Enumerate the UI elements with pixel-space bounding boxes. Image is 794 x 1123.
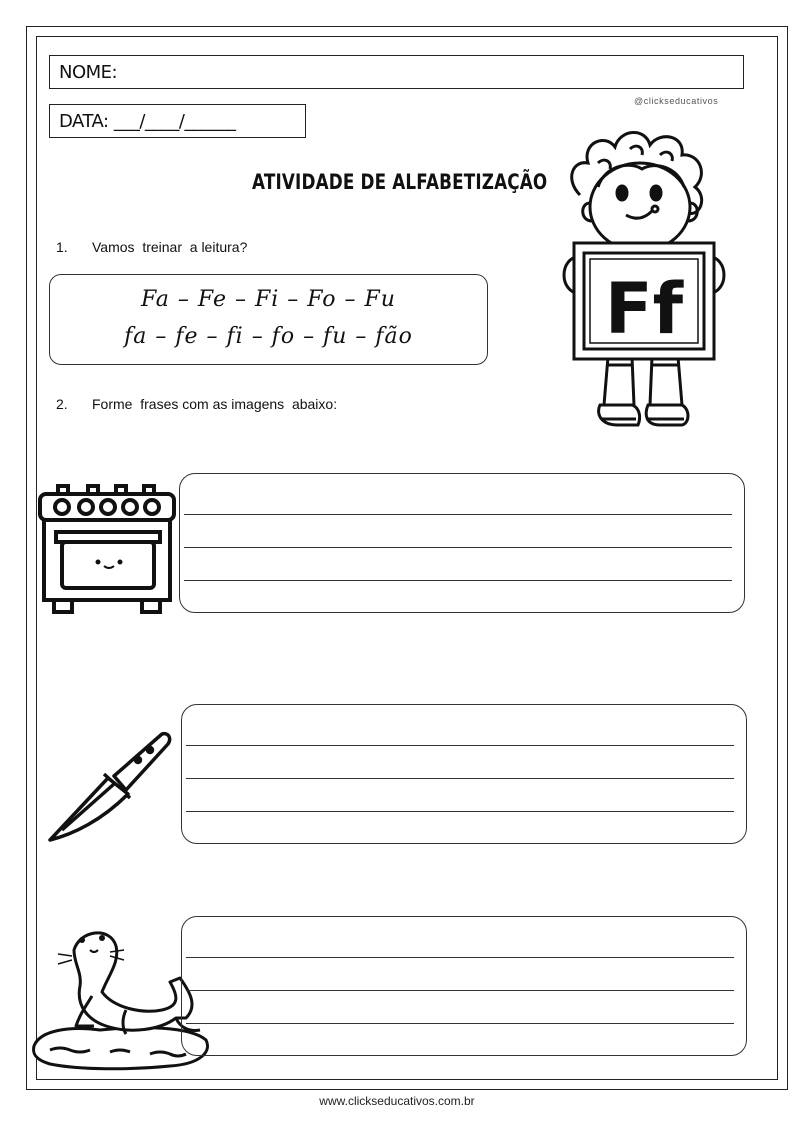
- answer-box-2[interactable]: [181, 704, 747, 844]
- knife-icon: [44, 728, 174, 848]
- credit-text: @clickseducativos: [634, 96, 719, 106]
- footer-url: www.clickseducativos.com.br: [319, 1094, 475, 1108]
- question-2: [56, 396, 456, 414]
- writing-line[interactable]: [186, 990, 734, 991]
- page-title: ATIVIDADE DE ALFABETIZAÇÃO: [252, 170, 548, 194]
- question-1-text: Vamos treinar a leitura?: [92, 239, 248, 255]
- question-2-text: Forme frases com as imagens abaixo:: [92, 396, 338, 412]
- writing-line[interactable]: [186, 957, 734, 958]
- syllables-lowercase: fa – fe – fi – fo – fu – fão: [124, 324, 413, 349]
- name-field[interactable]: [49, 55, 744, 89]
- question-2-number: 2.: [56, 396, 68, 412]
- writing-line[interactable]: [184, 580, 732, 581]
- date-field[interactable]: [49, 104, 306, 138]
- question-1: [56, 239, 456, 257]
- writing-line[interactable]: [184, 547, 732, 548]
- writing-line[interactable]: [184, 514, 732, 515]
- writing-line[interactable]: [186, 1023, 734, 1024]
- writing-line[interactable]: [186, 778, 734, 779]
- stove-icon: [36, 482, 180, 618]
- name-label: NOME:: [59, 62, 118, 83]
- writing-line[interactable]: [186, 745, 734, 746]
- answer-box-3[interactable]: [181, 916, 747, 1056]
- sign-letter: Ff: [604, 268, 684, 350]
- date-label: DATA: ___/____/______: [59, 111, 236, 132]
- boy-holding-letter-sign-icon: [560, 125, 735, 435]
- writing-line[interactable]: [186, 811, 734, 812]
- syllables-box: [49, 274, 488, 365]
- question-1-number: 1.: [56, 239, 68, 255]
- syllables-uppercase: Fa – Fe – Fi – Fo – Fu: [141, 287, 396, 312]
- answer-box-1[interactable]: [179, 473, 745, 613]
